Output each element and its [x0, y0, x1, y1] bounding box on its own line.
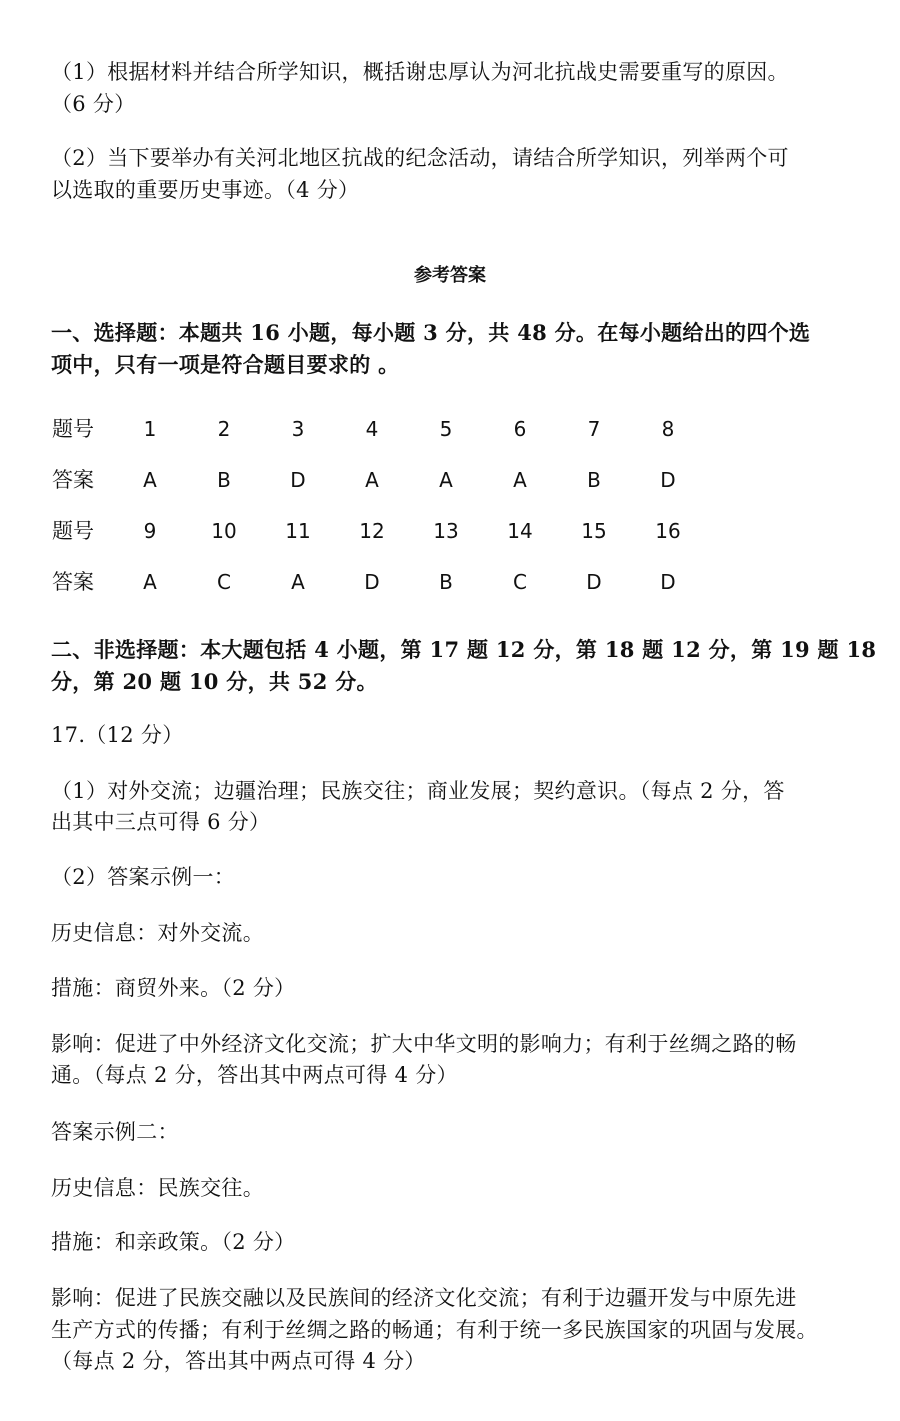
table-cell: 3 [291, 417, 305, 441]
table-cell: A [439, 468, 453, 492]
table-cell: C [217, 570, 231, 594]
table-cell: 1 [143, 417, 157, 441]
answer-table-row [52, 561, 752, 612]
q17-part-1-line-1: （1）对外交流；边疆治理；民族交往；商业发展；契约意识。（每点 2 分，答 [51, 779, 785, 803]
question-17-heading: 17.（12 分） [51, 723, 184, 747]
table-cell: 10 [211, 519, 237, 543]
table-cell: 8 [661, 417, 675, 441]
answer-title: 参考答案 [414, 265, 486, 286]
answer-table-row [52, 459, 752, 510]
example-2-measure: 措施：和亲政策。（2 分） [51, 1230, 296, 1254]
table-cell: 6 [513, 417, 527, 441]
table-cell: D [586, 570, 602, 594]
row-label: 题号 [52, 519, 94, 543]
table-cell: D [364, 570, 380, 594]
example-2-impact-line-2: 生产方式的传播；有利于丝绸之路的畅通；有利于统一多民族国家的巩固与发展。 [51, 1318, 818, 1342]
table-cell: C [513, 570, 527, 594]
question-2-line-2: 以选取的重要历史事迹。（4 分） [51, 178, 360, 202]
table-cell: 2 [217, 417, 231, 441]
example-2-impact-line-3: （每点 2 分，答出其中两点可得 4 分） [51, 1349, 426, 1373]
table-cell: 9 [143, 519, 157, 543]
table-cell: 12 [359, 519, 385, 543]
table-cell: 14 [507, 519, 533, 543]
table-cell: A [143, 570, 157, 594]
table-cell: 15 [581, 519, 607, 543]
table-cell: D [290, 468, 306, 492]
example-1-impact-line-1: 影响：促进了中外经济文化交流；扩大中华文明的影响力；有利于丝绸之路的畅 [51, 1032, 797, 1056]
table-cell: A [365, 468, 379, 492]
table-cell: 4 [365, 417, 379, 441]
question-2-line-1: （2）当下要举办有关河北地区抗战的纪念活动，请结合所学知识，列举两个可 [51, 146, 789, 170]
question-1-line-2: （6 分） [51, 92, 136, 116]
table-cell: D [660, 570, 676, 594]
table-cell: B [587, 468, 601, 492]
row-label: 题号 [52, 417, 94, 441]
example-2-info: 历史信息：民族交往。 [51, 1176, 264, 1200]
section-1-heading-line-2: 项中，只有一项是符合题目要求的 。 [51, 352, 400, 377]
answer-table-row [52, 408, 752, 459]
answer-table-row [52, 510, 752, 561]
example-1-info: 历史信息：对外交流。 [51, 921, 264, 945]
table-cell: D [660, 468, 676, 492]
example-1-measure: 措施：商贸外来。（2 分） [51, 976, 296, 1000]
example-2-impact-line-1: 影响：促进了民族交融以及民族间的经济文化交流；有利于边疆开发与中原先进 [51, 1286, 797, 1310]
example-1-impact-line-2: 通。（每点 2 分，答出其中两点可得 4 分） [51, 1063, 458, 1087]
section-1-heading-line-1: 一、选择题：本题共 16 小题，每小题 3 分，共 48 分。在每小题给出的四个选 [51, 320, 811, 345]
table-cell: A [143, 468, 157, 492]
table-cell: A [513, 468, 527, 492]
table-cell: 11 [285, 519, 311, 543]
row-label: 答案 [52, 468, 94, 492]
q17-part-1-line-2: 出其中三点可得 6 分） [51, 810, 271, 834]
answer-table [52, 408, 752, 612]
table-cell: 16 [655, 519, 681, 543]
example-2-heading: 答案示例二： [51, 1120, 179, 1144]
table-cell: 13 [433, 519, 459, 543]
q17-part-2-heading: （2）答案示例一： [51, 865, 236, 889]
section-2-heading-line-2: 分，第 20 题 10 分，共 52 分。 [51, 669, 378, 694]
question-1-line-1: （1）根据材料并结合所学知识，概括谢忠厚认为河北抗战史需要重写的原因。 [51, 60, 789, 84]
row-label: 答案 [52, 570, 94, 594]
table-cell: 5 [439, 417, 453, 441]
table-cell: B [439, 570, 453, 594]
section-2-heading-line-1: 二、非选择题：本大题包括 4 小题，第 17 题 12 分，第 18 题 12 分，第 19 题 18 [51, 637, 877, 662]
table-cell: 7 [587, 417, 601, 441]
table-cell: A [291, 570, 305, 594]
table-cell: B [217, 468, 231, 492]
